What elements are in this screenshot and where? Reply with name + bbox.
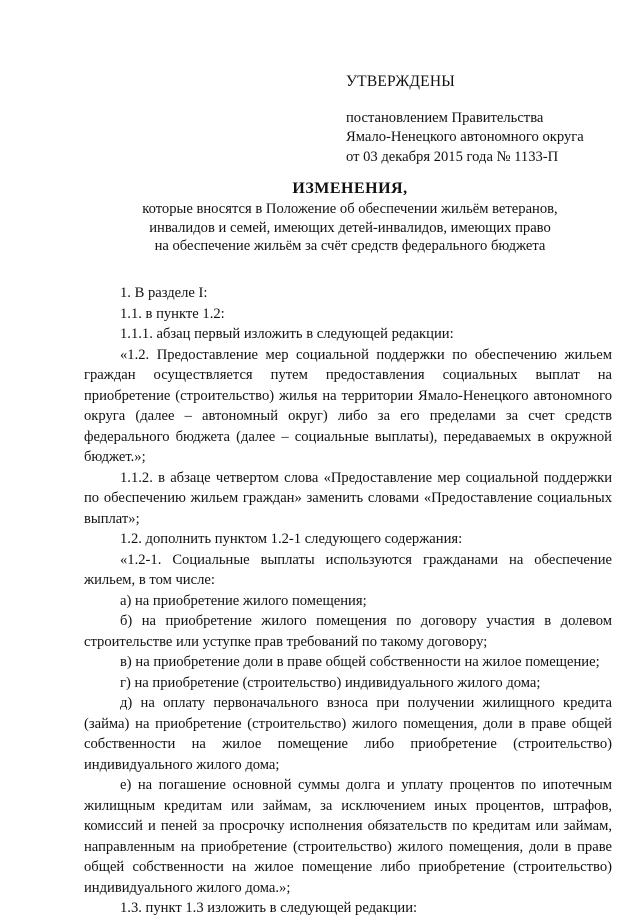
paragraph: 1.1.2. в абзаце четвертом слова «Предоставление мер социальной поддержки по обеспечению жильем граждан» заменить словами «Предоставление социальных выплат»; <box>84 469 612 527</box>
approval-line: Ямало-Ненецкого автономного округа <box>346 129 584 145</box>
title-subline: на обеспечение жильём за счёт средств федерального бюджета <box>154 238 546 254</box>
paragraph: в) на приобретение доли в праве общей собственности на жилое помещение; <box>120 654 600 670</box>
approval-line: от 03 декабря 2015 года № 1133-П <box>346 148 559 165</box>
paragraph: 1.3. пункт 1.3 изложить в следующей редакции: <box>120 900 418 916</box>
title-subline: которые вносятся в Положение об обеспечении жильём ветеранов, <box>142 201 558 217</box>
paragraph: д) на оплату первоначального взноса при получении жилищного кредита (займа) на приобретение (строительство) жилого помещения, доли в праве общей собственности на жилое помещение либо приобретение (строительство) индивидуального жилого дома; <box>84 695 612 773</box>
approval-block <box>346 72 626 167</box>
paragraph: е) на погашение основной суммы долга и уплату процентов по ипотечным жилищным кредитам или займам, за исключением иных процентов, штрафов, комиссий и пеней за просрочку исполнения обязательств по кредитам или займам, направленным на приобретение (строительство) жилого помещения, доли в праве общей собственности на жилое помещение либо приобретение (строительство) индивидуального жилого дома.»; <box>84 777 612 896</box>
document-body <box>84 283 612 919</box>
paragraph: а) на приобретение жилого помещения; <box>120 592 367 609</box>
paragraph: «1.2-1. Социальные выплаты используются гражданами на обеспечение жильем, в том числе: <box>84 551 612 588</box>
paragraph: «1.2. Предоставление мер социальной поддержки по обеспечению жильем граждан осуществляется путем предоставления социальных выплат на приобретение (строительство) жилья на территории Ямало-Ненецкого автономного округа (далее – автономный округ) либо за его пределами за счет средств федерального бюджета (далее – социальные выплаты), передаваемых в окружной бюджет.»; <box>84 346 612 465</box>
title-heading: ИЗМЕНЕНИЯ, <box>292 180 408 197</box>
approval-stamp: УТВЕРЖДЕНЫ <box>346 73 455 90</box>
paragraph: 1. В разделе I: <box>120 285 208 301</box>
paragraph: г) на приобретение (строительство) индивидуального жилого дома; <box>120 674 541 691</box>
paragraph: 1.1.1. абзац первый изложить в следующей редакции: <box>120 326 454 342</box>
paragraph: 1.1. в пункте 1.2: <box>120 305 225 322</box>
document-title <box>90 178 610 256</box>
title-subline: инвалидов и семей, имеющих детей-инвалидов, имеющих право <box>149 219 551 236</box>
paragraph: 1.2. дополнить пунктом 1.2-1 следующего содержания: <box>120 531 463 547</box>
paragraph: б) на приобретение жилого помещения по договору участия в долевом строительстве или уступке прав требований по такому договору; <box>84 613 612 650</box>
approval-line: постановлением Правительства <box>346 109 544 126</box>
